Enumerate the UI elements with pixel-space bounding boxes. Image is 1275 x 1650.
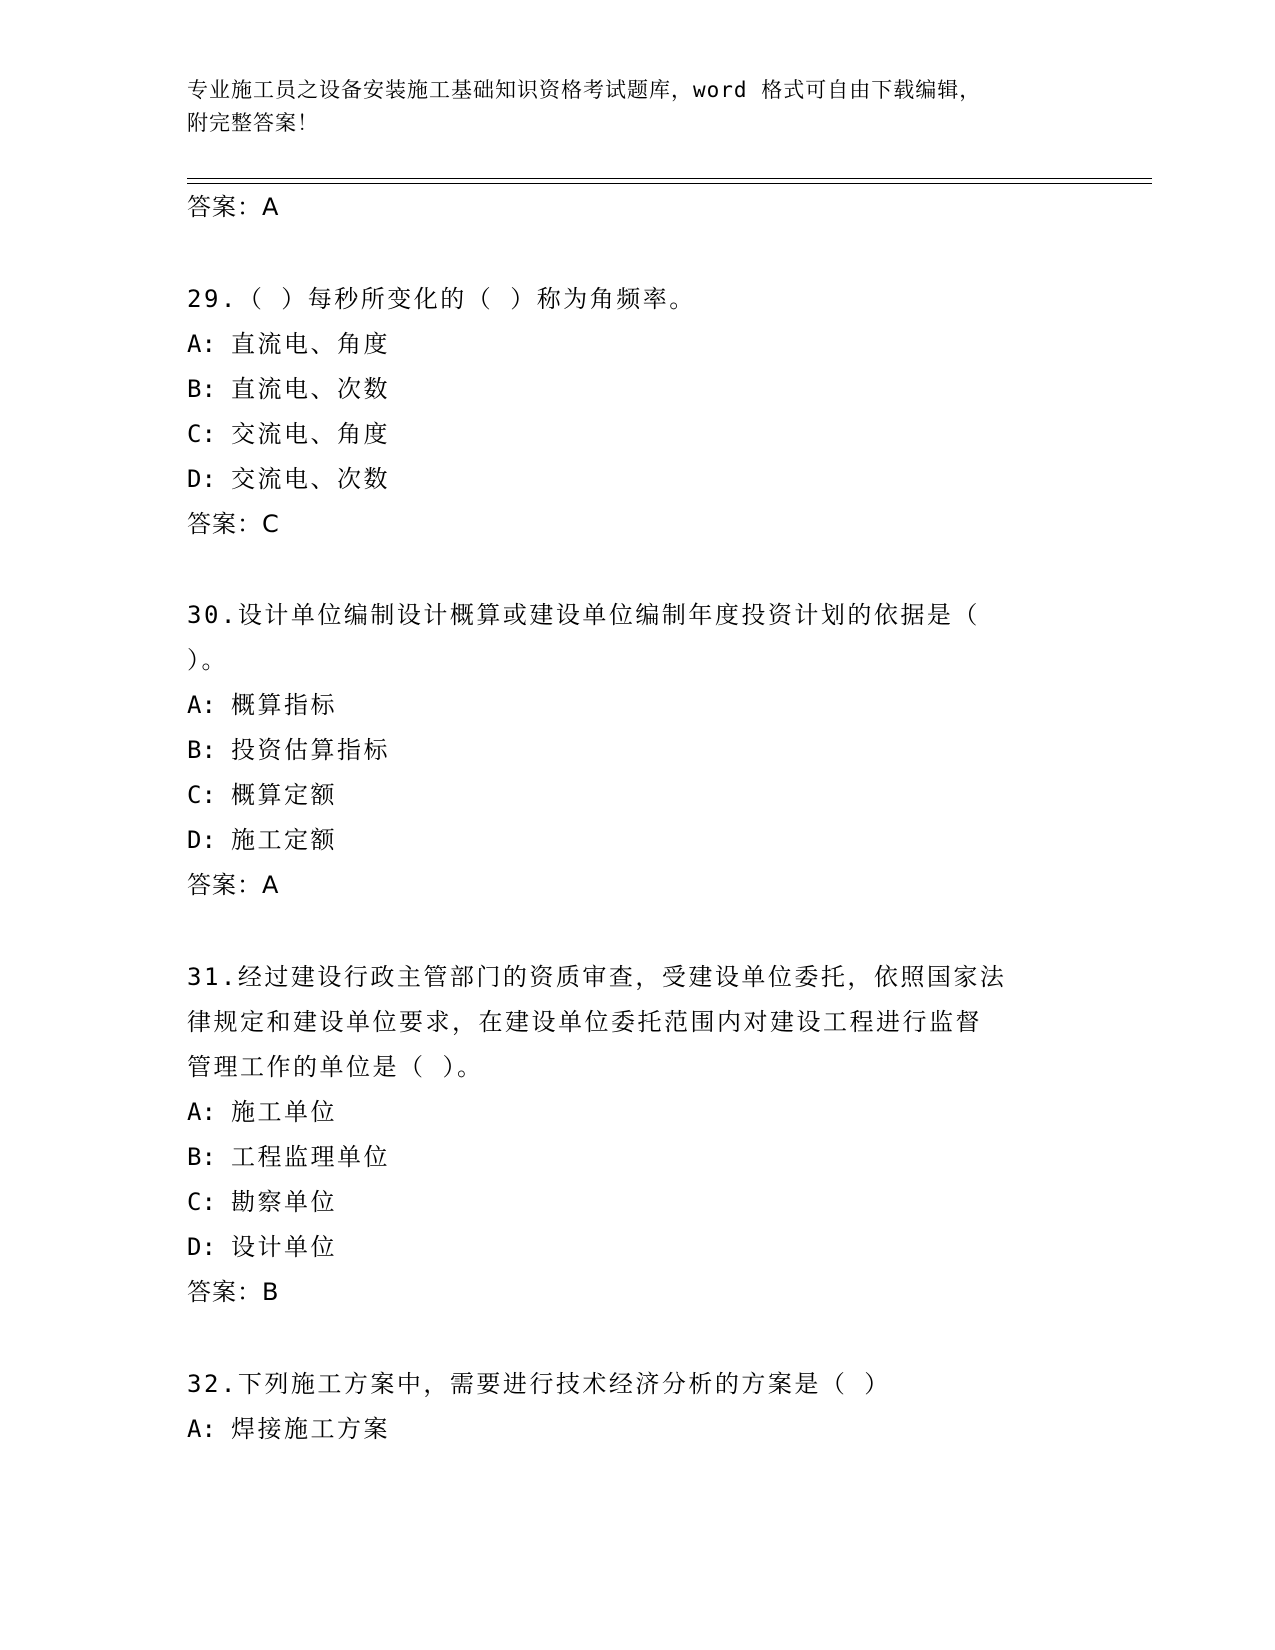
option-letter: C: (187, 1188, 216, 1216)
question-32-stem: 32.下列施工方案中，需要进行技术经济分析的方案是（ ） (187, 1370, 891, 1398)
option-text: 概算定额 (231, 781, 337, 809)
question-29-option-a (187, 329, 390, 359)
question-29-option-c (187, 419, 390, 449)
option-text: 焊接施工方案 (231, 1415, 390, 1443)
option-text: 直流电、次数 (231, 375, 390, 403)
question-31-option-a (187, 1097, 337, 1127)
option-letter: C: (187, 420, 216, 448)
question-31-option-b (187, 1142, 390, 1172)
answer-value: A (262, 871, 280, 899)
question-30-stem-line-1: 30.设计单位编制设计概算或建设单位编制年度投资计划的依据是（ (187, 601, 980, 629)
option-letter: B: (187, 375, 216, 403)
question-29-stem: 29.（ ）每秒所变化的（ ）称为角频率。 (187, 285, 696, 313)
question-30-option-a (187, 690, 337, 720)
question-30-stem-line-2: ）。 (187, 646, 228, 674)
option-letter: D: (187, 1233, 216, 1261)
question-31-stem-line-2: 律规定和建设单位要求，在建设单位委托范围内对建设工程进行监督 (187, 1008, 982, 1036)
option-text: 设计单位 (231, 1233, 337, 1261)
option-text: 投资估算指标 (231, 736, 390, 764)
option-letter: A: (187, 691, 216, 719)
option-letter: A: (187, 330, 216, 358)
answer-value: C (262, 510, 280, 538)
option-text: 施工单位 (231, 1098, 337, 1126)
option-text: 勘察单位 (231, 1188, 337, 1216)
answer-28 (187, 192, 279, 222)
question-29-option-d (187, 464, 390, 494)
header-divider-bottom (187, 183, 1152, 184)
question-30-option-d (187, 825, 337, 855)
answer-label: 答案： (187, 510, 262, 538)
answer-30 (187, 870, 279, 900)
option-letter: A: (187, 1415, 216, 1443)
option-letter: C: (187, 781, 216, 809)
option-letter: B: (187, 1143, 216, 1171)
question-29-option-b (187, 374, 390, 404)
answer-value: B (262, 1278, 280, 1306)
option-text: 工程监理单位 (231, 1143, 390, 1171)
answer-label: 答案： (187, 871, 262, 899)
option-letter: D: (187, 826, 216, 854)
option-letter: B: (187, 736, 216, 764)
question-31-option-c (187, 1187, 337, 1217)
question-31-option-d (187, 1232, 337, 1262)
option-text: 直流电、角度 (231, 330, 390, 358)
header-line-2: 附完整答案！ (187, 111, 319, 135)
question-30-option-c (187, 780, 337, 810)
header-line-1: 专业施工员之设备安装施工基础知识资格考试题库，word 格式可自由下载编辑， (187, 78, 982, 102)
option-text: 概算指标 (231, 691, 337, 719)
answer-value: A (262, 193, 280, 221)
option-text: 施工定额 (231, 826, 337, 854)
answer-29 (187, 509, 280, 539)
question-30-option-b (187, 735, 390, 765)
document-header (187, 74, 1087, 140)
option-text: 交流电、角度 (231, 420, 390, 448)
answer-label: 答案： (187, 1278, 262, 1306)
option-letter: D: (187, 465, 216, 493)
question-31-stem-line-3: 管理工作的单位是（ ）。 (187, 1053, 484, 1081)
answer-label: 答案： (187, 193, 262, 221)
question-32-option-a (187, 1414, 390, 1444)
question-31-stem-line-1: 31.经过建设行政主管部门的资质审查，受建设单位委托，依照国家法 (187, 963, 1007, 991)
answer-31 (187, 1277, 279, 1307)
header-divider-top (187, 178, 1152, 179)
option-letter: A: (187, 1098, 216, 1126)
option-text: 交流电、次数 (231, 465, 390, 493)
